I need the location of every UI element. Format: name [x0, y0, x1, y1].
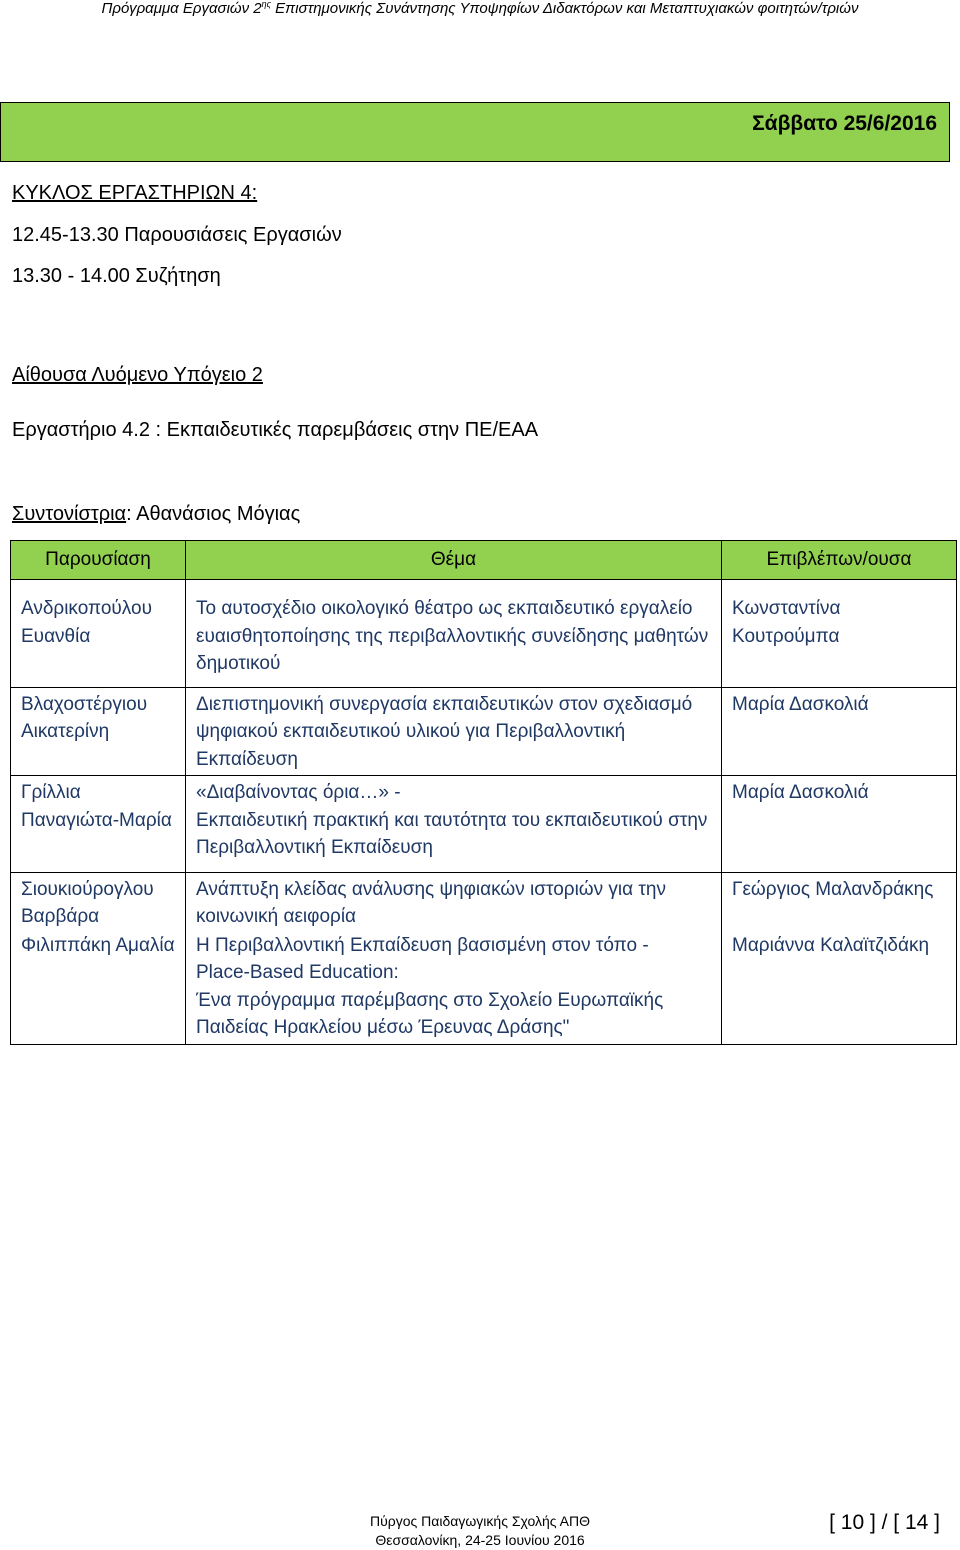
presenter-cell: Γρίλλια Παναγιώτα-Μαρία — [11, 776, 186, 873]
footer-venue: Πύργος Παιδαγωγικής Σχολής ΑΠΘ — [370, 1513, 590, 1529]
table-row — [11, 872, 957, 932]
topic-cell: Ανάπτυξη κλείδας ανάλυσης ψηφιακών ιστοριών για την κοινωνική αειφορία — [186, 872, 722, 932]
coordinator-name: Αθανάσιος Μόγιας — [136, 503, 301, 525]
supervisor-cell: Κωνσταντίνα Κουτρούμπα — [722, 580, 957, 688]
presenter-cell: Σιουκιούρογλου Βαρβάρα — [11, 872, 186, 932]
topic-line: Εκπαιδευτική πρακτική και ταυτότητα του εκπαιδευτικού στην Περιβαλλοντική Εκπαίδευση — [196, 809, 708, 858]
topic-line: Η Περιβαλλοντική Εκπαίδευση βασισμένη στον τόπο - — [196, 934, 649, 956]
presenter-cell: Φιλιππάκη Αμαλία — [11, 932, 186, 1045]
running-title-sup: ης — [261, 0, 271, 9]
header-supervisor: Επιβλέπων/ουσα — [722, 541, 957, 580]
date-banner — [0, 102, 950, 162]
supervisor-cell: Γεώργιος Μαλανδράκης — [722, 872, 957, 932]
running-title-b: Επιστημονικής Συνάντησης Υποψηφίων Διδακτόρων και Μεταπτυχιακών φοιτητών/τριών — [270, 0, 859, 17]
footer-date-place: Θεσσαλονίκη, 24-25 Ιουνίου 2016 — [375, 1532, 585, 1548]
table-row — [11, 580, 957, 688]
supervisor-cell: Μαρία Δασκολιά — [722, 687, 957, 776]
page-number: [ 10 ] / [ 14 ] — [829, 1511, 940, 1534]
topic-cell: Το αυτοσχέδιο οικολογικό θέατρο ως εκπαιδευτικό εργαλείο ευαισθητοποίησης της περιβαλλοντικής συνείδησης μαθητών δημοτικού — [186, 580, 722, 688]
topic-line: Place-Based Education: — [196, 962, 399, 983]
coordinator-sep: : — [126, 503, 137, 525]
table-row — [11, 687, 957, 776]
supervisor-cell: Μαριάννα Καλαϊτζιδάκη — [722, 932, 957, 1045]
table-row — [11, 932, 957, 1045]
table-header-row — [11, 541, 957, 580]
header-topic: Θέμα — [186, 541, 722, 580]
date-text: Σάββατο 25/6/2016 — [752, 112, 937, 135]
header-presentation: Παρουσίαση — [11, 541, 186, 580]
slot-discussion: 13.30 - 14.00 Συζήτηση — [12, 265, 221, 287]
coordinator-label: Συντονίστρια — [12, 503, 127, 525]
topic-cell — [186, 776, 722, 873]
workshop-title: Εργαστήριο 4.2 : Εκπαιδευτικές παρεμβάσεις στην ΠΕ/ΕΑΑ — [12, 419, 539, 441]
table-row — [11, 776, 957, 873]
cycle-title: ΚΥΚΛΟΣ ΕΡΓΑΣΤΗΡΙΩΝ 4: — [12, 182, 258, 204]
coordinator-line — [12, 502, 300, 526]
slot-presentations: 12.45-13.30 Παρουσιάσεις Εργασιών — [12, 224, 342, 246]
presentations-table — [10, 540, 957, 1045]
topic-line: Ένα πρόγραμμα παρέμβασης στο Σχολείο Ευρωπαϊκής Παιδείας Ηρακλείου μέσω Έρευνας Δράσης" — [196, 989, 664, 1038]
page-footer — [0, 1512, 960, 1550]
running-title-a: Πρόγραμμα Εργασιών 2 — [101, 0, 262, 17]
topic-cell — [186, 932, 722, 1045]
room-label: Αίθουσα Λυόμενο Υπόγειο 2 — [12, 364, 263, 386]
supervisor-cell: Μαρία Δασκολιά — [722, 776, 957, 873]
presenter-cell: Βλαχοστέργιου Αικατερίνη — [11, 687, 186, 776]
running-header — [0, 0, 960, 18]
presenter-cell: Ανδρικοπούλου Ευανθία — [11, 580, 186, 688]
topic-line: «Διαβαίνοντας όρια…» - — [196, 782, 401, 803]
topic-cell: Διεπιστημονική συνεργασία εκπαιδευτικών στον σχεδιασμό ψηφιακού εκπαιδευτικού υλικού για Περιβαλλοντική Εκπαίδευση — [186, 687, 722, 776]
